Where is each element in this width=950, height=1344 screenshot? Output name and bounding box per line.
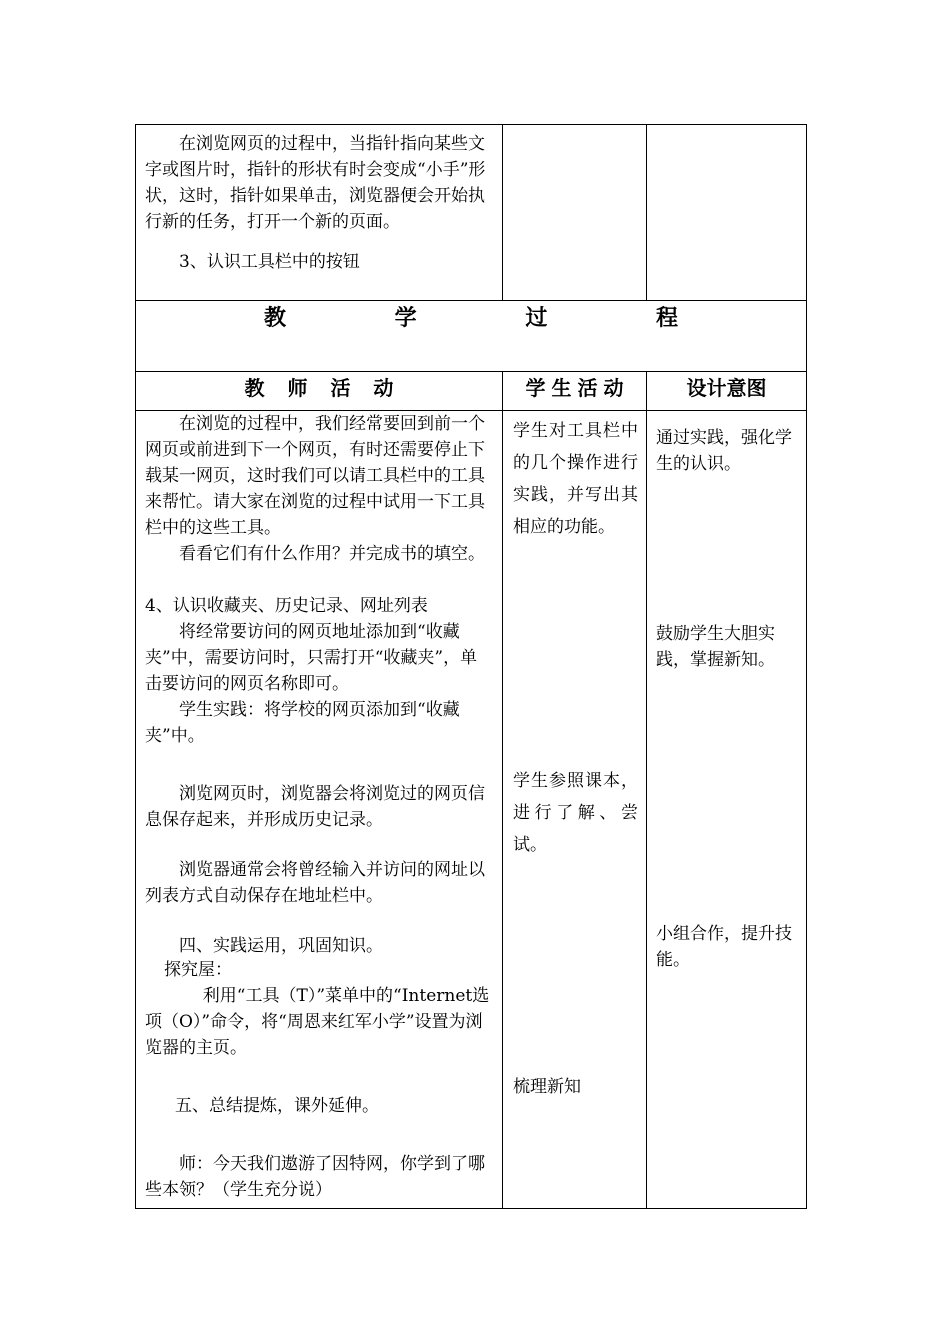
paragraph: 在浏览的过程中，我们经常要回到前一个网页或前进到下一个网页，有时还需要停止下载某一网页，这时我们可以请工具栏中的工具来帮忙。请大家在浏览的过程中试用一下工具栏中的这些工具。: [145, 414, 485, 538]
paragraph: 学生实践：将学校的网页添加到“收藏夹”中。: [145, 700, 460, 746]
design-note: 小组合作，提升技能。: [656, 924, 792, 970]
section-item-practice: 四、实践运用，巩固知识。: [179, 936, 383, 956]
column-header-teacher: 教 师 活 动: [136, 372, 503, 411]
paragraph: 浏览网页时，浏览器会将浏览过的网页信息保存起来，并形成历史记录。: [145, 784, 485, 830]
student-note: 梳理新知: [513, 1077, 581, 1097]
continuation-design-cell: [647, 125, 807, 301]
section-item-summary: 五、总结提炼，课外延伸。: [175, 1096, 379, 1116]
paragraph: 浏览器通常会将曾经输入并访问的网址以列表方式自动保存在地址栏中。: [145, 860, 485, 906]
heading-char: 过: [525, 305, 548, 331]
section-heading: [136, 301, 806, 332]
activity-row: [136, 411, 807, 1209]
column-header-design: 设计意图: [647, 372, 807, 411]
heading-char: 学: [394, 305, 417, 331]
design-note: 鼓励学生大胆实践，掌握新知。: [656, 624, 775, 670]
lesson-plan-table: [135, 124, 807, 1209]
continuation-row: [136, 125, 807, 301]
continuation-student-cell: [503, 125, 647, 301]
student-activity-cell: [503, 411, 647, 1209]
heading-char: 教: [264, 305, 287, 331]
paragraph: 师：今天我们遨游了因特网，你学到了哪些本领？（学生充分说）: [145, 1154, 485, 1200]
paragraph: 将经常要访问的网页地址添加到“收藏夹”中，需要访问时，只需打开“收藏夹”，单击要访问的网页名称即可。: [145, 622, 478, 694]
paragraph: 在浏览网页的过程中，当指针指向某些文字或图片时，指针的形状有时会变成“小手”形状，这时，指针如果单击，浏览器便会开始执行新的任务，打开一个新的页面。: [145, 134, 486, 232]
section-heading-row: [136, 301, 807, 372]
column-header-student: 学生活动: [503, 372, 647, 411]
continuation-teacher-cell: [136, 125, 503, 301]
teacher-activity-cell: [136, 411, 503, 1209]
design-note: 通过实践，强化学生的认识。: [656, 428, 792, 474]
student-note: 学生对工具栏中的几个操作进行实践，并写出其相应的功能。: [513, 421, 638, 537]
paragraph: 看看它们有什么作用？并完成书的填空。: [179, 544, 485, 564]
column-header-row: [136, 372, 807, 411]
section-heading-cell: [136, 301, 807, 372]
section-item-3: 3、认识工具栏中的按钮: [179, 252, 360, 272]
design-intent-cell: [647, 411, 807, 1209]
heading-char: 程: [655, 305, 678, 331]
inquiry-label: 探究屋：: [164, 960, 232, 980]
student-note: 学生参照课本，进行了解、尝试。: [513, 771, 638, 855]
section-item-4: 4、认识收藏夹、历史记录、网址列表: [145, 596, 428, 616]
paragraph: 利用“工具（T）”菜单中的“Internet选项（O）”命令，将“周恩来红军小学”设置为浏览器的主页。: [145, 986, 490, 1058]
